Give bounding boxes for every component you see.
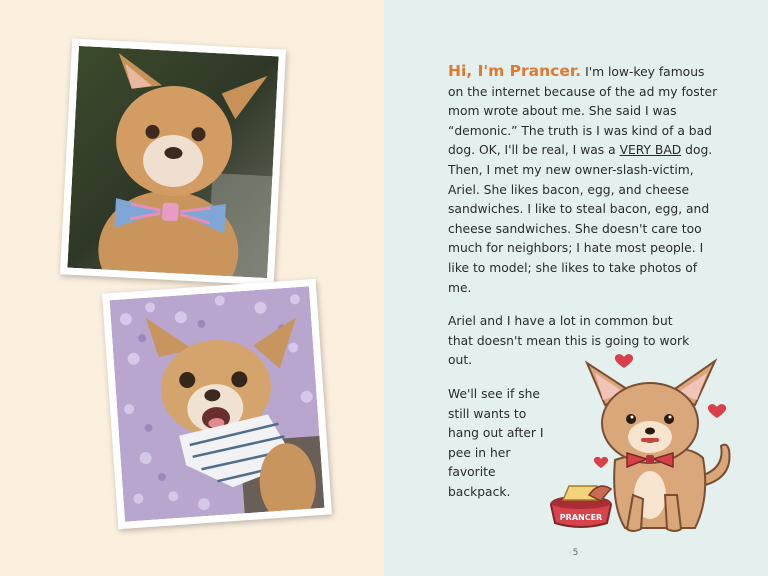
paragraph-intro-rest: dog. Then, I met my new owner-slash-victim, Ariel. She likes bacon, egg, and cheese sandwiches. I like to steal bacon, egg, and cheese sandwiches. She doesn't care too much for neighbors; I hate most people. I like to model; she likes to take photos of me. — [448, 143, 713, 295]
paragraph-intro-text: I'm low-key famous on the internet because of the ad my foster mom wrote about me. She said I was “demonic.” The truth is I was kind of a bad dog. OK, I'll be real, I was a — [448, 65, 718, 158]
heading: Hi, I'm Prancer. — [448, 62, 582, 80]
paragraph-common: Ariel and I have a lot in common but that doesn't mean this is going to work out. — [448, 314, 690, 368]
page-number-value: 5 — [572, 548, 580, 558]
heart-icon — [708, 404, 726, 418]
dog-flowers-photo-illustration — [110, 286, 325, 521]
paragraph-backpack: We'll see if she still wants to hang out after I pee in her favorite backpack. — [448, 386, 544, 499]
photo-dog-flowers — [102, 279, 332, 529]
page-number — [561, 548, 591, 558]
dog-bowtie-photo-illustration — [67, 46, 278, 278]
heart-icon — [594, 457, 608, 468]
paragraph-intro — [448, 62, 718, 298]
very-bad-emphasis: VERY BAD — [619, 143, 682, 158]
cartoon-dog-illustration — [545, 345, 750, 535]
heart-icon — [615, 354, 633, 368]
photo-dog-bowtie — [60, 39, 286, 286]
bowl-label: PRANCER — [559, 513, 603, 522]
